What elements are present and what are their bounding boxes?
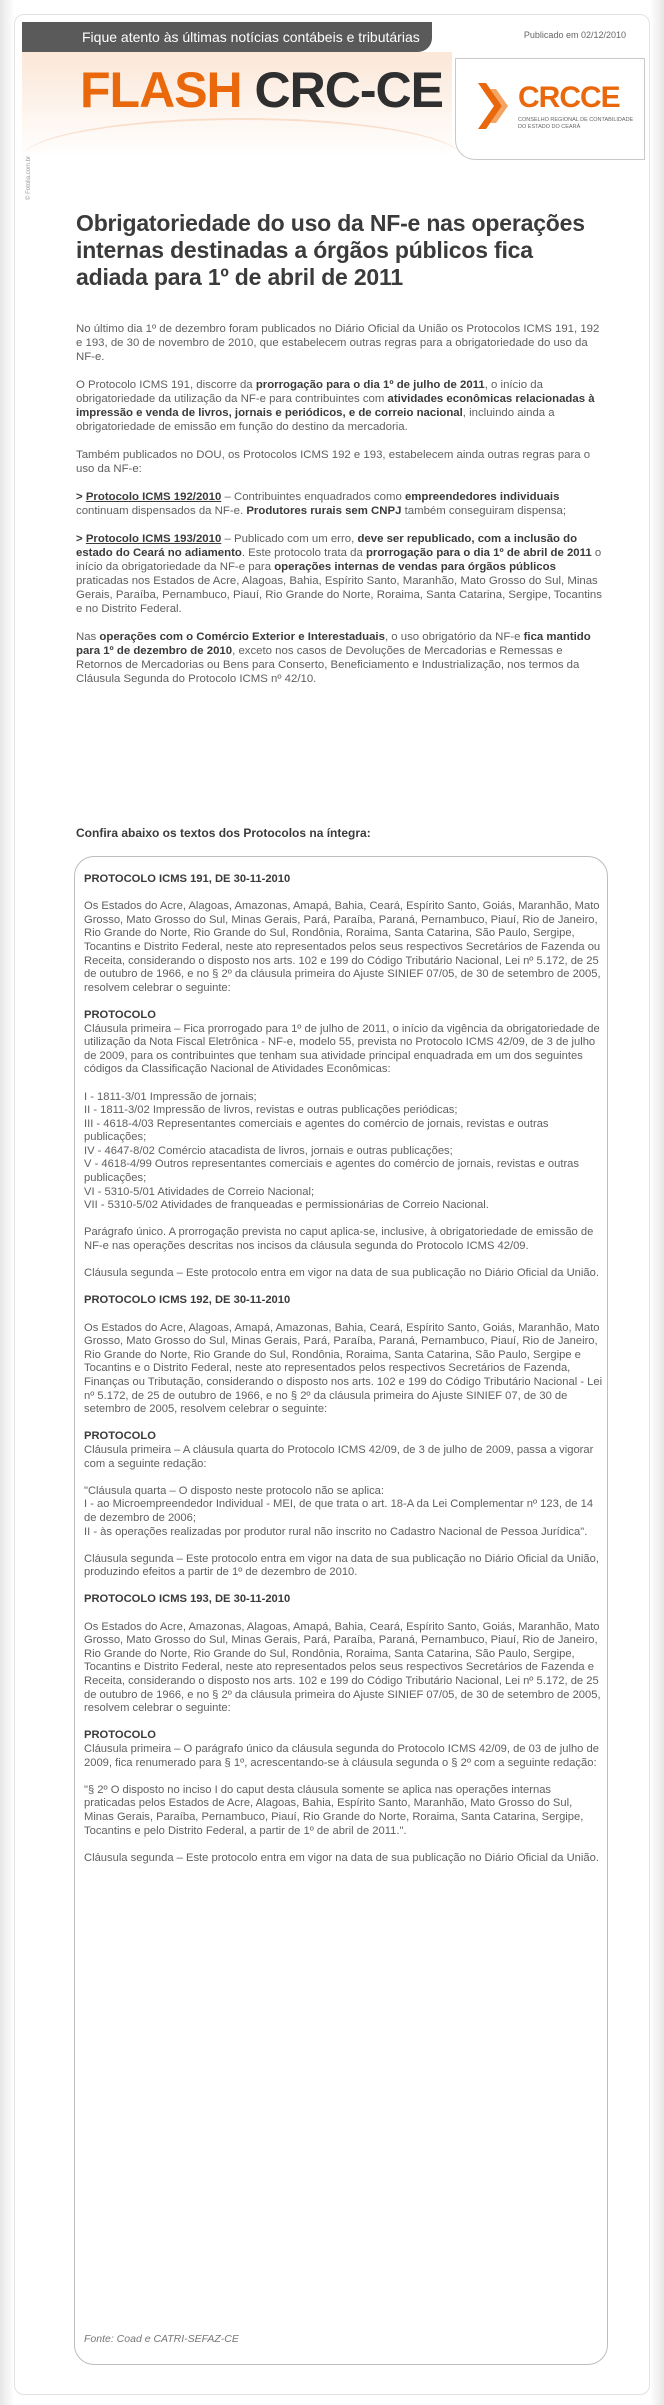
quote-line: "Cláusula quarta – O disposto neste protocolo não se aplica: <box>84 1484 385 1497</box>
emphasis: operações com o Comércio Exterior e Interestaduais <box>99 631 385 643</box>
protocol-192-clause-1: Cláusula primeira – A cláusula quarta do Protocolo ICMS 42/09, de 3 de julho de 2009, passa a vigorar com a seguinte redação: <box>84 1443 594 1470</box>
emphasis: prorrogação para o dia 1º de julho de 2011 <box>255 379 485 391</box>
protocol-193-link[interactable]: Protocolo ICMS 193/2010 <box>85 533 222 545</box>
text: , exceto nos casos de Devoluções de Mercadorias e Remessas e Retornos de Mercadorias ou Bens para Conserto, Beneficiamento e Industrialização, nos termos da Cláusula Segunda do Protocolo ICMS nº 42/10. <box>76 645 580 685</box>
source-note: Fonte: Coad e CATRI-SEFAZ-CE <box>84 2333 239 2345</box>
paragraph-6 <box>76 630 606 686</box>
list-item: III - 4618-4/03 Representantes comerciais e agentes do comércio de jornais, revistas e outras publicações; <box>84 1117 549 1144</box>
protocol-192-subtitle: PROTOCOLO <box>84 1430 156 1443</box>
bullet-marker: > <box>76 533 86 545</box>
text: Nas <box>76 631 100 643</box>
paragraph-1: No último dia 1º de dezembro foram publicados no Diário Oficial da União os Protocolos ICMS 191, 192 e 193, de 30 de novembro de 2010, que estabelecem outras regras para a obrigatoriedade do uso da NF-e. <box>76 323 600 363</box>
tagline-bar <box>22 22 432 52</box>
list-item: VII - 5310-5/02 Atividades de franqueadas e permissionárias de Correio Nacional. <box>84 1199 489 1212</box>
protocol-191-title: PROTOCOLO ICMS 191, DE 30-11-2010 <box>84 873 291 885</box>
protocol-191-list <box>84 1091 604 1213</box>
quote-line: II - às operações realizadas por produtor rural não inscrito no Cadastro Nacional de Pessoa Jurídica". <box>84 1525 588 1538</box>
chevron-logo-icon <box>474 81 514 131</box>
text: O Protocolo ICMS 191, discorre da <box>76 379 256 391</box>
protocol-191-intro: Os Estados do Acre, Alagoas, Amazonas, Amapá, Bahia, Ceará, Espírito Santo, Goiás, Maranhão, Mato Grosso, Mato Grosso do Sul, Minas Gerais, Pará, Paraíba, Paraná, Pernambuco, Piauí, Rio de Janeiro, Rio Grande do Norte, Rio Grande do Sul, Rondônia, Roraima, Santa Catarina, São Paulo, Sergipe, Tocantins e Distrito Federal, neste ato representados pelos seus respectivos Secretários de Fazenda ou Receita, considerando o disposto nos arts. 102 e 199 do Código Tributário Nacional, Lei nº 5.172, de 25 de outubro de 1966, e no § 2º da cláusula primeira do Ajuste SINIEF 07/05, de 30 de setembro de 2005, resolvem celebrar o seguinte: <box>84 900 601 994</box>
text: também conseguiram dispensa; <box>401 505 567 517</box>
article-body <box>76 322 606 700</box>
newsletter-title <box>80 60 443 120</box>
text: – Publicado com um erro, <box>221 533 358 545</box>
protocols-heading: Confira abaixo os textos dos Protocolos na íntegra: <box>76 826 371 840</box>
protocol-192-link[interactable]: Protocolo ICMS 192/2010 <box>85 491 222 503</box>
list-item: I - 1811-3/01 Impressão de jornais; <box>84 1090 257 1103</box>
protocol-191-subtitle: PROTOCOLO <box>84 1008 156 1021</box>
text: , incluindo ainda a obrigatoriedade de emissão em função do destino da mercadoria. <box>76 407 555 433</box>
protocol-192-quote <box>84 1485 604 1539</box>
crcce-logo <box>455 58 645 160</box>
emphasis: empreendedores individuais <box>404 491 560 503</box>
title-flash: FLASH <box>80 62 242 118</box>
text: , o início da obrigatoriedade da utilização da NF-e para contribuintes com <box>76 379 543 405</box>
quote-line: I - ao Microempreendedor Individual - MEI, de que trata o art. 18-A da Lei Complementar nº 123, de 14 de dezembro de 2006; <box>84 1498 594 1524</box>
protocol-193-title: PROTOCOLO ICMS 193, DE 30-11-2010 <box>84 1593 291 1606</box>
protocol-191-clause-1: Cláusula primeira – Fica prorrogado para 1º de julho de 2011, o início da vigência da obrigatoriedade de utilização da Nota Fiscal Eletrônica - NF-e, modelo 55, prevista no Protocolo ICMS 42/09, de 3 de julho de 2009, para os contribuintes que tenham sua atividade principal enquadrada em um dos seguintes códigos da Classificação Nacional de Atividades Econômicas: <box>84 1022 600 1076</box>
protocol-193-clause-2: Cláusula segunda – Este protocolo entra em vigor na data de sua publicação no Diário Oficial da União. <box>84 1851 599 1864</box>
protocol-191-clause-2: Cláusula segunda – Este protocolo entra em vigor na data de sua publicação no Diário Oficial da União. <box>84 1267 599 1280</box>
protocol-192-intro: Os Estados do Acre, Alagoas, Amapá, Amazonas, Bahia, Ceará, Espírito Santo, Goiás, Maranhão, Mato Grosso, Mato Grosso do Sul, Minas Gerais, Pará, Paraíba, Paraná, Pernambuco, Piauí, Rio de Janeiro, Rio Grande do Norte, Rio Grande do Sul, Rondônia, Roraima, Santa Catarina, São Paulo, Sergipe e Tocantins e o Distrito Federal, neste ato representados pelos respectivos Secretários de Fazenda, Finanças ou Tributação, considerando o disposto nos arts. 102 e 199 do Código Tributário Nacional - Lei nº 5.172, de 25 de outubro de 1966, e no § 2º da cláusula primeira do Ajuste SINIEF 07, de 30 de setembro de 2005, resolvem celebrar o seguinte: <box>84 1321 603 1416</box>
protocol-192-title: PROTOCOLO ICMS 192, DE 30-11-2010 <box>84 1294 291 1307</box>
protocol-193-clause-1: Cláusula primeira – O parágrafo único da cláusula segunda do Protocolo ICMS 42/09, de 03 de julho de 2009, fica renumerado para § 1º, acrescentando-se à cláusula segunda o § 2º com a seguinte redação: <box>84 1743 599 1769</box>
paragraph-4 <box>76 490 606 518</box>
paragraph-5 <box>76 532 606 616</box>
emphasis: fica mantido para 1º de dezembro de 2010 <box>76 631 591 657</box>
logo-subtitle: CONSELHO REGIONAL DE CONTABILIDADE DO ESTADO DO CEARÁ <box>518 117 634 130</box>
protocol-193-intro: Os Estados do Acre, Amazonas, Alagoas, Amapá, Bahia, Ceará, Espírito Santo, Goiás, Maranhão, Mato Grosso, Mato Grosso do Sul, Minas Gerais, Pará, Paraíba, Paraná, Pernambuco, Piauí, Rio de Janeiro, Rio Grande do Norte, Rio Grande do Sul, Rondônia, Roraima, Santa Catarina, São Paulo, Sergipe, Tocantins e Distrito Federal, neste ato representados pelos seus respectivos Secretários de Fazenda e Receita, considerando o disposto nos arts. 102 e 199 do Código Tributário Nacional, Lei nº 5.172, de 25 de outubro de 1966, e no § 2º da cláusula primeira do Ajuste SINIEF 07/05, de 30 de setembro de 2005, resolvem celebrar o seguinte: <box>84 1620 601 1715</box>
tagline: Fique atento às últimas notícias contábeis e tributárias <box>82 29 420 45</box>
text: . Este protocolo trata da <box>241 547 366 559</box>
list-item: II - 1811-3/02 Impressão de livros, revistas e outras publicações periódicas; <box>84 1104 458 1117</box>
photo-credit: © Fotolia.com.br <box>26 155 32 200</box>
text: continuam dispensados da NF-e. <box>76 505 247 517</box>
bullet-marker: > <box>76 491 86 503</box>
paragraph-3: Também publicados no DOU, os Protocolos ICMS 192 e 193, estabelecem ainda outras regras para o uso da NF-e: <box>76 449 591 475</box>
emphasis: prorrogação para o dia 1º de abril de 2011 <box>365 547 592 559</box>
text: praticadas nos Estados de Acre, Alagoas, Bahia, Espírito Santo, Maranhão, Mato Grosso do Sul, Minas Gerais, Paraíba, Pernambuco, Piauí, Rio Grande do Norte, Roraima, Santa Catarina, Sergipe, Tocantins e no Distrito Federal. <box>76 575 602 615</box>
text: – Contribuintes enquadrados como <box>221 491 405 503</box>
title-crcce: CRC-CE <box>241 62 443 118</box>
paragraph-2 <box>76 378 606 434</box>
emphasis: Produtores rurais sem CNPJ <box>246 505 402 517</box>
published-date: Publicado em 02/12/2010 <box>523 30 626 40</box>
protocol-193-quote: "§ 2º O disposto no inciso I do caput desta cláusula somente se aplica nas operações internas praticadas pelos Estados de Acre, Alagoas, Bahia, Espírito Santo, Maranhão, Mato Grosso do Sul, Minas Gerais, Paraíba, Pernambuco, Piauí, Rio Grande do Norte, Roraima, Santa Catarina, Sergipe, Tocantins e pelo Distrito Federal, a partir de 1º de abril de 2011.". <box>84 1783 584 1837</box>
protocol-191 <box>84 873 604 1879</box>
right-shadow <box>650 0 664 2405</box>
protocol-191-paragrafo-unico: Parágrafo único. A prorrogação prevista no caput aplica-se, inclusive, à obrigatoriedade de emissão de NF-e nas operações descritas nos incisos da cláusula segunda do Protocolo ICMS 42/09. <box>84 1226 594 1253</box>
list-item: IV - 4647-8/02 Comércio atacadista de livros, jornais e outras publicações; <box>84 1144 453 1157</box>
text: o início da obrigatoriedade da NF-e para <box>76 547 602 573</box>
list-item: VI - 5310-5/01 Atividades de Correio Nacional; <box>84 1185 315 1198</box>
protocol-192-clause-2: Cláusula segunda – Este protocolo entra em vigor na data de sua publicação no Diário Oficial da União, produzindo efeitos a partir de 1º de dezembro de 2010. <box>84 1552 599 1579</box>
emphasis: operações internas de vendas para órgãos públicos <box>274 561 556 573</box>
protocol-193-subtitle: PROTOCOLO <box>84 1729 156 1742</box>
left-shadow <box>0 0 14 2405</box>
article-headline: Obrigatoriedade do uso da NF-e nas operações internas destinadas a órgãos públicos fica adiada para 1º de abril de 2011 <box>76 210 585 290</box>
emphasis: deve ser republicado, com a inclusão do estado do Ceará no adiamento <box>76 533 578 559</box>
emphasis: atividades econômicas relacionadas à impressão e venda de livros, jornais e periódicos, e de correio nacional <box>76 393 595 419</box>
list-item: V - 4618-4/99 Outros representantes comerciais e agentes do comércio de jornais, revistas e outras publicações; <box>84 1158 579 1185</box>
text: , o uso obrigatório da NF-e <box>384 631 524 643</box>
logo-name: CRCCE <box>518 81 620 114</box>
